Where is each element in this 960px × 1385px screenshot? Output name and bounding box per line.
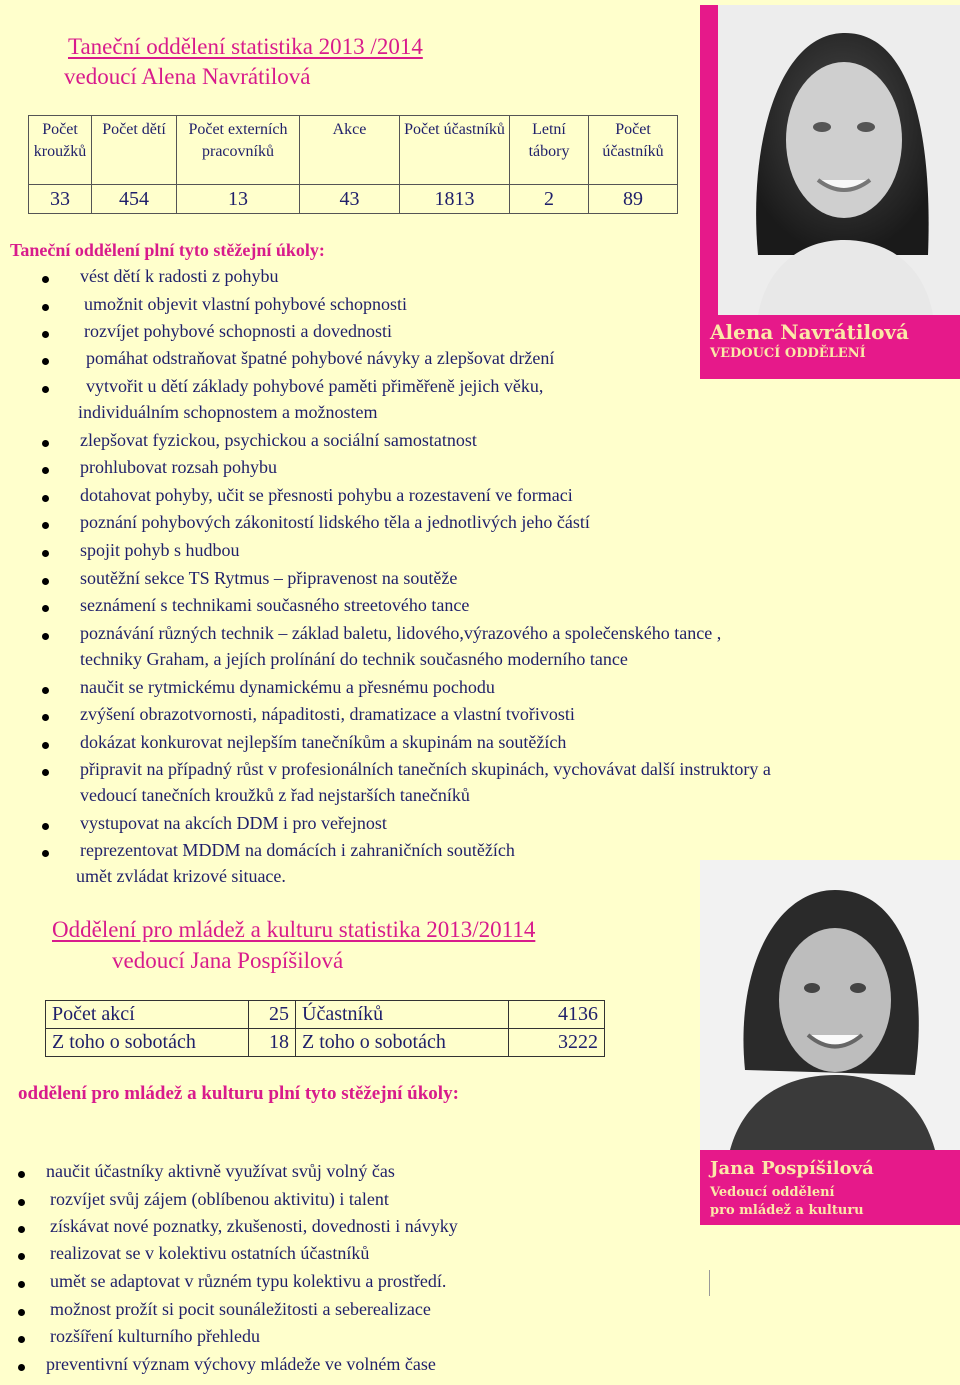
dance-stats-table [28, 115, 678, 214]
bullet-icon [42, 605, 49, 612]
bullet-icon [42, 304, 49, 311]
table-cell: 18 [249, 1029, 296, 1057]
dance-title-line1: Taneční oddělení statistika 2013 /2014 [68, 34, 423, 59]
portrait-silhouette-icon [718, 5, 960, 315]
table-header-cell: Počet účastníků [589, 116, 678, 185]
dance-tasks-heading: Taneční oddělení plní tyto stěžejní úkoly: [10, 240, 325, 260]
list-item: zvýšení obrazotvornosti, nápaditosti, dramatizace a vlastní tvořivosti [80, 704, 575, 724]
table-cell: Z toho o sobotách [46, 1029, 249, 1057]
youth-leader [112, 946, 343, 976]
bullet-icon [42, 633, 49, 640]
table-cell: Počet akcí [46, 1001, 249, 1029]
list-item: dotahovat pohyby, učit se přesnosti pohybu a rozestavení ve formaci [80, 485, 573, 505]
portrait-silhouette-icon [700, 860, 960, 1150]
table-cell: 89 [589, 185, 678, 214]
bullet-icon [18, 1171, 25, 1178]
table-header-cell: Počet externích pracovníků [177, 116, 300, 185]
list-item: rozvíjet pohybové schopnosti a dovednosti [84, 321, 392, 341]
list-item: vedoucí tanečních kroužků z řad nejstarších tanečníků [80, 785, 470, 805]
photo-caption-name: Alena Navrátilová [710, 320, 910, 344]
bullet-icon [42, 769, 49, 776]
photo-caption-name: Jana Pospíšilová [710, 1158, 874, 1179]
table-cell: 25 [249, 1001, 296, 1029]
table-cell: 1813 [400, 185, 510, 214]
text-cursor-mark [709, 1270, 710, 1296]
list-item: preventivní význam výchovy mládeže ve volném čase [46, 1354, 436, 1374]
list-item: umět se adaptovat v různém typu kolektivu a prostředí. [50, 1271, 447, 1291]
table-row [46, 1001, 605, 1029]
list-item: získávat nové poznatky, zkušenosti, dovednosti i návyky [50, 1216, 458, 1236]
list-item: dokázat konkurovat nejlepším tanečníkům a skupinám na soutěžích [80, 732, 567, 752]
youth-title [52, 915, 535, 945]
table-row [46, 1029, 605, 1057]
dance-title-line2: vedoucí Alena Navrátilová [64, 64, 311, 89]
bullet-icon [42, 850, 49, 857]
bullet-icon [18, 1226, 25, 1233]
portrait-image [718, 5, 960, 315]
bullet-icon [42, 440, 49, 447]
list-item: připravit na případný růst v profesionálních tanečních skupinách, vychovávat další instruktory a [80, 759, 771, 779]
list-item: realizovat se v kolektivu ostatních účastníků [50, 1243, 370, 1263]
table-cell: 33 [29, 185, 92, 214]
bullet-icon [42, 467, 49, 474]
table-header-row [29, 116, 678, 185]
list-item: soutěžní sekce TS Rytmus – připravenost na soutěže [80, 568, 458, 588]
list-item: možnost prožít si pocit sounáležitosti a seberealizace [50, 1299, 431, 1319]
table-header-cell: Počet kroužků [29, 116, 92, 185]
list-item: pomáhat odstraňovat špatné pohybové návyky a zlepšovat držení [86, 348, 555, 368]
photo-caption-role-line2: pro mládež a kulturu [710, 1203, 864, 1218]
dance-leader [64, 62, 311, 92]
bullet-icon [42, 550, 49, 557]
table-cell: 4136 [509, 1001, 605, 1029]
leader-photo-jana [700, 860, 960, 1225]
bullet-icon [42, 331, 49, 338]
photo-caption-role: VEDOUCÍ ODDĚLENÍ [710, 346, 866, 361]
table-cell: 13 [177, 185, 300, 214]
table-cell: 2 [510, 185, 589, 214]
bullet-icon [42, 742, 49, 749]
bullet-icon [42, 578, 49, 585]
youth-tasks-heading: oddělení pro mládež a kulturu plní tyto stěžejní úkoly: [18, 1083, 459, 1104]
list-item: techniky Graham, a jejích prolínání do technik současného moderního tance [80, 649, 628, 669]
table-cell: 43 [300, 185, 400, 214]
list-item: umět zvládat krizové situace. [76, 866, 286, 886]
list-item: vytvořit u dětí základy pohybové paměti přiměřeně jejich věku, [86, 376, 544, 396]
bullet-icon [18, 1281, 25, 1288]
table-cell: Z toho o sobotách [296, 1029, 509, 1057]
leader-photo-alena [700, 5, 960, 379]
list-item: naučit účastníky aktivně využívat svůj volný čas [46, 1161, 395, 1181]
bullet-icon [42, 386, 49, 393]
table-cell: Účastníků [296, 1001, 509, 1029]
youth-title-line1: Oddělení pro mládež a kulturu statistika 2013/20114 [52, 917, 536, 942]
list-item: spojit pohyb s hudbou [80, 540, 240, 560]
list-item: vést dětí k radosti z pohybu [80, 266, 279, 286]
youth-title-line2: vedoucí Jana Pospíšilová [112, 948, 344, 973]
list-item: umožnit objevit vlastní pohybové schopnosti [84, 294, 407, 314]
list-item: prohlubovat rozsah pohybu [80, 457, 277, 477]
bullet-icon [42, 687, 49, 694]
bullet-icon [18, 1199, 25, 1206]
bullet-icon [42, 823, 49, 830]
bullet-icon [18, 1309, 25, 1316]
portrait-image [700, 860, 960, 1150]
list-item: rozvíjet svůj zájem (oblíbenou aktivitu) i talent [50, 1189, 389, 1209]
youth-stats-table [45, 1000, 605, 1057]
list-item: poznání pohybových zákonitostí lidského těla a jednotlivých jeho částí [80, 512, 590, 532]
bullet-icon [42, 358, 49, 365]
list-item: vystupovat na akcích DDM i pro veřejnost [80, 813, 387, 833]
bullet-icon [18, 1253, 25, 1260]
dance-title [68, 32, 423, 62]
bullet-icon [42, 495, 49, 502]
list-item: poznávání různých technik – základ baletu, lidového,výrazového a společenského tance , [80, 623, 722, 643]
bullet-icon [42, 276, 49, 283]
bullet-icon [42, 522, 49, 529]
list-item: naučit se rytmickému dynamickému a přesnému pochodu [80, 677, 495, 697]
bullet-icon [18, 1364, 25, 1371]
table-cell: 454 [92, 185, 177, 214]
photo-caption-role-line1: Vedoucí oddělení [710, 1185, 835, 1200]
table-value-row [29, 185, 678, 214]
list-item: reprezentovat MDDM na domácích i zahraničních soutěžích [80, 840, 515, 860]
list-item: individuálním schopnostem a možnostem [78, 402, 378, 422]
table-header-cell: Akce [300, 116, 400, 185]
list-item: rozšíření kulturního přehledu [50, 1326, 260, 1346]
bullet-icon [18, 1336, 25, 1343]
table-cell: 3222 [509, 1029, 605, 1057]
list-item: zlepšovat fyzickou, psychickou a sociální samostatnost [80, 430, 477, 450]
table-header-cell: Letní tábory [510, 116, 589, 185]
table-header-cell: Počet dětí [92, 116, 177, 185]
table-header-cell: Počet účastníků [400, 116, 510, 185]
list-item: seznámení s technikami současného streetového tance [80, 595, 470, 615]
bullet-icon [42, 714, 49, 721]
